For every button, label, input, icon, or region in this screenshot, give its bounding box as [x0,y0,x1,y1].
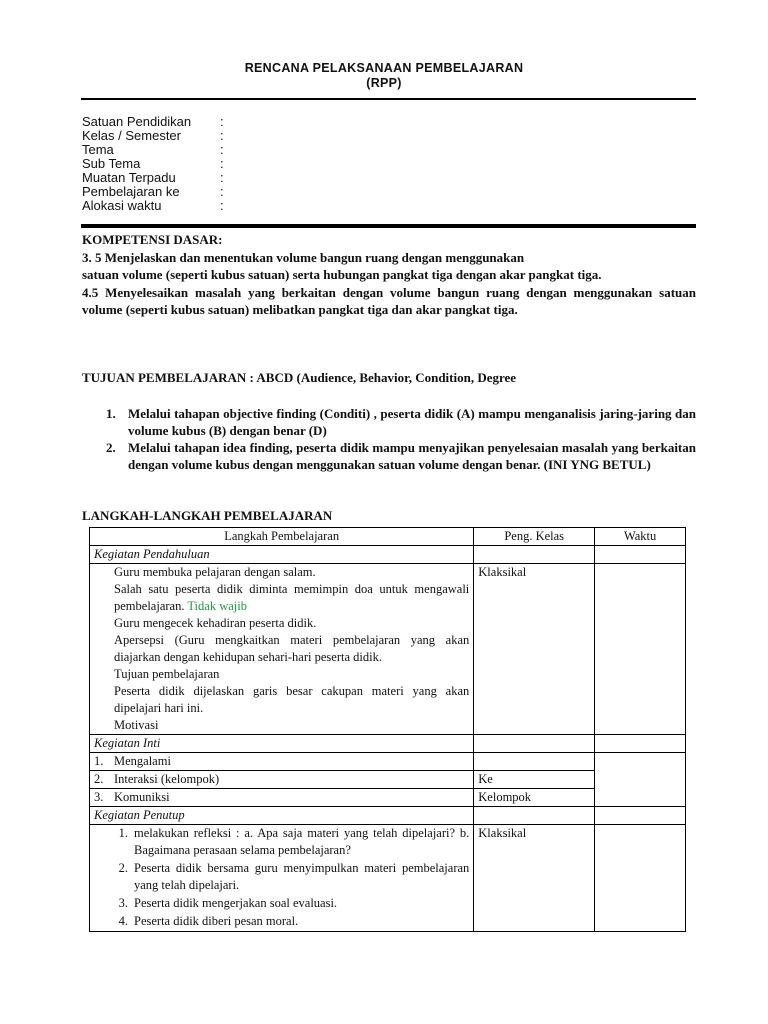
field-colon: : [220,170,224,185]
step-text: Komuniksi [114,790,170,804]
list-text: Melalui tahapan objective finding (Conditi) , peserta didik (A) mampu menganalisis jaring-jaring dan volume kubus (B) dengan benar (D) [128,406,696,438]
list-item [112,895,469,912]
column-header: Peng. Kelas [474,528,595,546]
list-number: 2. [106,440,116,455]
empty-cell [474,807,595,825]
step-text: Salah satu peserta didik diminta memimpin doa untuk mengawali pembelajaran. [114,582,470,613]
kelas-cell [474,753,595,771]
section-label: Kegiatan Pendahuluan [90,546,474,564]
step-number: 3. [94,790,104,804]
list-item [112,825,469,859]
column-header: Langkah Pembelajaran [90,528,474,546]
kelas-cell: Klaksikal [474,825,595,932]
field-label: Kelas / Semester [82,128,181,143]
step-number: 1. [94,754,104,768]
kelas-cell: Ke [474,771,595,789]
step-line: Peserta didik dijelaskan garis besar cakupan materi yang akan dipelajari hari ini. [114,684,470,715]
identity-row [82,143,224,157]
section-row-inti [90,735,686,753]
field-label: Tema [82,142,114,157]
step-number: 1. [118,826,128,840]
field-colon: : [220,114,224,129]
identity-row [82,171,224,185]
inti-step [90,753,474,771]
step-number: 3. [118,896,128,910]
inti-step [90,789,474,807]
identity-row [82,115,224,129]
empty-cell [595,807,686,825]
kelas-cell: Klaksikal [474,564,595,735]
step-text: melakukan refleksi : a. Apa saja materi yang telah dipelajari? b. Bagaimana perasaan selama pembelajaran? [134,826,470,857]
field-label: Alokasi waktu [82,198,162,213]
table-row [90,753,686,771]
table-header-row [90,528,686,546]
kd-3-5-first-line: 3. 5 Menjelaskan dan menentukan volume bangun ruang dengan menggunakan [82,249,525,265]
step-text: Peserta didik diberi pesan moral. [134,914,299,928]
document-title: RENCANA PELAKSANAAN PEMBELAJARAN [244,61,524,75]
inti-step [90,771,474,789]
empty-cell [595,546,686,564]
tujuan-list [106,405,696,473]
step-line: Motivasi [114,718,159,732]
field-colon: : [220,184,224,199]
identity-row [82,199,224,213]
kompetensi-section [82,231,696,319]
step-text: Interaksi (kelompok) [114,772,220,786]
step-number: 2. [94,772,104,786]
field-colon: : [220,156,224,171]
empty-cell [474,546,595,564]
tujuan-heading: TUJUAN PEMBELAJARAN : ABCD (Audience, Behavior, Condition, Degree [82,370,517,385]
header-rule [81,98,696,100]
table-row [90,825,686,932]
table-row [90,564,686,735]
langkah-table [89,527,686,932]
step-line: Guru membuka pelajaran dengan salam. [114,565,316,579]
step-line [114,581,469,615]
waktu-cell [595,564,686,735]
step-line: Guru mengecek kehadiran peserta didik. [114,616,317,630]
section-label: Kegiatan Penutup [90,807,474,825]
note-text: Tidak wajib [187,599,247,613]
section-rule [81,224,696,228]
field-colon: : [220,142,224,157]
identity-row [82,129,224,143]
field-label: Pembelajaran ke [82,184,180,199]
section-row-penutup [90,807,686,825]
field-label: Sub Tema [82,156,141,171]
empty-cell [474,735,595,753]
kd-4-5: 4.5 Menyelesaikan masalah yang berkaitan dengan volume bangun ruang dengan menggunakan satuan volume (seperti kubus satuan) melibatkan pangkat tiga dan akar pangkat tiga. [82,284,696,317]
step-text: Peserta didik mengerjakan soal evaluasi. [134,896,338,910]
pendahuluan-steps [90,564,474,735]
list-item [106,405,696,439]
field-colon: : [220,128,224,143]
column-header: Waktu [595,528,686,546]
empty-cell [595,735,686,753]
field-label: Satuan Pendidikan [82,114,192,129]
step-text: Peserta didik bersama guru menyimpulkan materi pembelajaran yang telah dipelajari. [134,861,470,892]
identity-fields [82,115,224,213]
field-label: Muatan Terpadu [82,170,176,185]
langkah-heading: LANGKAH-LANGKAH PEMBELAJARAN [82,508,333,523]
step-number: 2. [118,861,128,875]
step-line: Tujuan pembelajaran [114,667,220,681]
step-number: 4. [118,914,128,928]
step-line: Apersepsi (Guru mengkaitkan materi pembelajaran yang akan diajarkan dengan kehidupan sehari-hari peserta didik. [114,633,470,664]
step-text: Mengalami [114,754,171,768]
waktu-cell [595,753,686,807]
document-subtitle: (RPP) [366,76,402,90]
identity-row [82,157,224,171]
section-row-pendahuluan [90,546,686,564]
penutup-steps [90,825,474,932]
list-item [112,913,469,930]
kd-3-5-continuation: satuan volume (seperti kubus satuan) serta hubungan pangkat tiga dengan akar pangkat tiga. [82,267,602,282]
list-item [106,439,696,473]
section-label: Kegiatan Inti [90,735,474,753]
kelas-cell: Kelompok [474,789,595,807]
waktu-cell [595,825,686,932]
list-number: 1. [106,406,116,421]
identity-row [82,185,224,199]
list-text: Melalui tahapan idea finding, peserta didik mampu menyajikan penyelesaian masalah yang berkaitan dengan volume kubus dengan menggunakan satuan volume dengan benar. (INI YNG BETUL) [128,440,696,472]
kompetensi-heading: KOMPETENSI DASAR: [82,232,223,247]
list-item [112,860,469,894]
field-colon: : [220,198,224,213]
